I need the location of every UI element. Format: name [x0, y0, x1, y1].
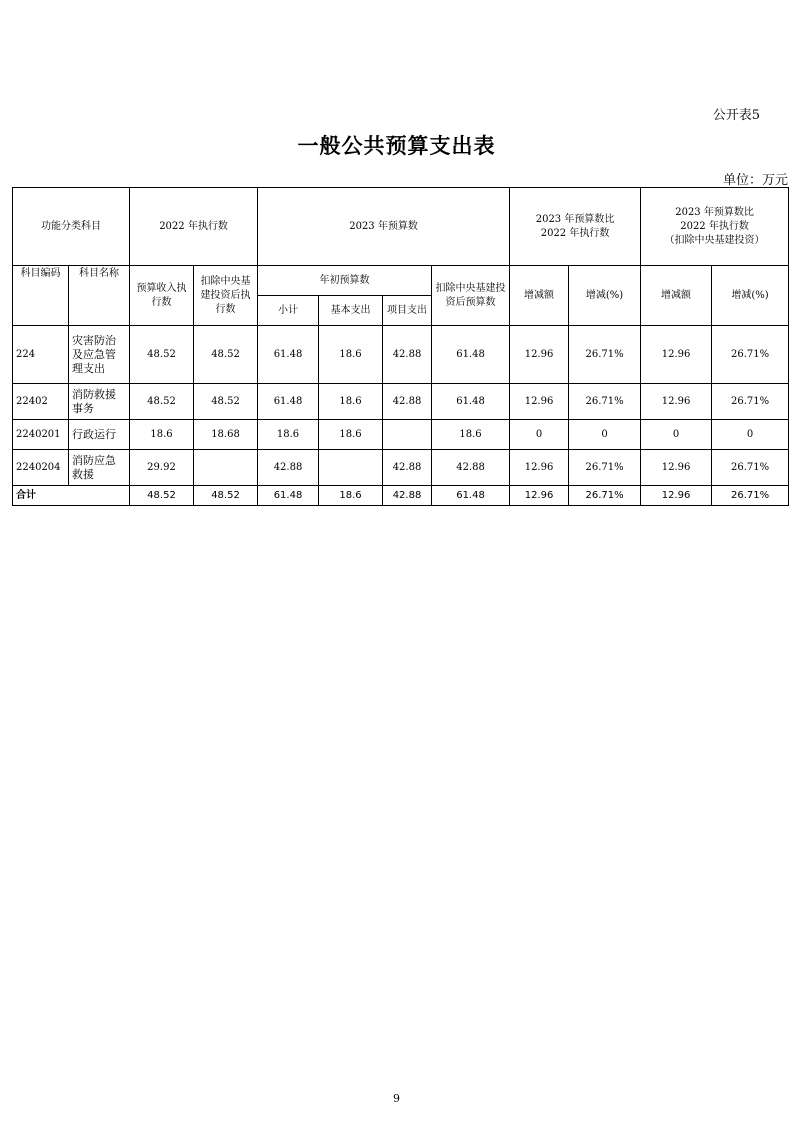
- header-subtotal: 小计: [258, 296, 319, 326]
- row-name: 行政运行: [69, 420, 130, 450]
- table-row: [13, 420, 789, 450]
- total-cell: 61.48: [258, 486, 319, 506]
- header-excl-budget: 扣除中央基建投资后预算数: [432, 266, 510, 326]
- total-cell: 26.71%: [712, 486, 789, 506]
- header-project: 项目支出: [383, 296, 432, 326]
- header-row-1: [13, 188, 789, 266]
- row-cell: 18.6: [319, 326, 383, 384]
- row-cell: 0: [712, 420, 789, 450]
- total-cell: 26.71%: [569, 486, 641, 506]
- header-compare-exec-excl: 2023 年预算数比 2022 年执行数 （扣除中央基建投资）: [641, 188, 789, 266]
- total-row: [13, 486, 789, 506]
- row-code: 22402: [13, 384, 69, 420]
- row-name: 灾害防治及应急管理支出: [69, 326, 130, 384]
- row-cell: 18.6: [258, 420, 319, 450]
- row-cell: 48.52: [130, 326, 194, 384]
- row-code: 2240201: [13, 420, 69, 450]
- row-cell: 12.96: [641, 384, 712, 420]
- row-cell: [383, 420, 432, 450]
- row-cell: 12.96: [641, 450, 712, 486]
- header-inc-amt-2: 增减额: [641, 266, 712, 326]
- table-row: [13, 384, 789, 420]
- total-cell: 48.52: [194, 486, 258, 506]
- header-compare-exec: 2023 年预算数比 2022 年执行数: [510, 188, 641, 266]
- header-excl-exec: 扣除中央基建投资后执行数: [194, 266, 258, 326]
- row-cell: 42.88: [258, 450, 319, 486]
- row-cell: [194, 450, 258, 486]
- total-label: 合计: [13, 486, 130, 506]
- row-name: 消防救援事务: [69, 384, 130, 420]
- header-exec-2022: 2022 年执行数: [130, 188, 258, 266]
- row-cell: 26.71%: [569, 450, 641, 486]
- row-cell: 61.48: [432, 384, 510, 420]
- row-code: 224: [13, 326, 69, 384]
- row-cell: 29.92: [130, 450, 194, 486]
- header-initial-budget: 年初预算数: [258, 266, 432, 296]
- row-cell: 42.88: [383, 384, 432, 420]
- total-cell: 42.88: [383, 486, 432, 506]
- row-cell: 12.96: [510, 450, 569, 486]
- header-budget-income-exec: 预算收入执行数: [130, 266, 194, 326]
- table-row: [13, 326, 789, 384]
- row-cell: 42.88: [383, 450, 432, 486]
- unit-label: 单位：万元: [722, 173, 788, 188]
- row-cell: 26.71%: [712, 326, 789, 384]
- row-cell: 18.6: [319, 420, 383, 450]
- row-cell: 26.71%: [712, 384, 789, 420]
- row-cell: 18.6: [432, 420, 510, 450]
- header-basic: 基本支出: [319, 296, 383, 326]
- page-number: 9: [393, 1092, 400, 1105]
- row-code: 2240204: [13, 450, 69, 486]
- row-cell: 48.52: [130, 384, 194, 420]
- header-inc-pct-2: 增减(%): [712, 266, 789, 326]
- header-budget-2023: 2023 年预算数: [258, 188, 510, 266]
- header-inc-amt: 增减额: [510, 266, 569, 326]
- form-number: 公开表5: [712, 108, 760, 123]
- row-cell: 0: [641, 420, 712, 450]
- total-cell: 48.52: [130, 486, 194, 506]
- row-cell: 26.71%: [569, 326, 641, 384]
- row-cell: 0: [569, 420, 641, 450]
- row-cell: 42.88: [432, 450, 510, 486]
- row-cell: 18.68: [194, 420, 258, 450]
- row-cell: 61.48: [258, 326, 319, 384]
- row-cell: 0: [510, 420, 569, 450]
- total-cell: 18.6: [319, 486, 383, 506]
- total-cell: 61.48: [432, 486, 510, 506]
- header-func-category: 功能分类科目: [13, 188, 130, 266]
- row-cell: 12.96: [510, 384, 569, 420]
- row-cell: 61.48: [258, 384, 319, 420]
- row-cell: [319, 450, 383, 486]
- row-cell: 61.48: [432, 326, 510, 384]
- row-cell: 12.96: [641, 326, 712, 384]
- row-cell: 48.52: [194, 326, 258, 384]
- row-cell: 18.6: [130, 420, 194, 450]
- row-cell: 26.71%: [712, 450, 789, 486]
- header-inc-pct: 增减(%): [569, 266, 641, 326]
- row-cell: 42.88: [383, 326, 432, 384]
- budget-table: [12, 187, 789, 506]
- header-name: 科目名称: [69, 266, 130, 326]
- page-title: 一般公共预算支出表: [297, 133, 496, 158]
- header-row-2: [13, 266, 789, 296]
- header-code: 科目编码: [13, 266, 69, 326]
- row-name: 消防应急救援: [69, 450, 130, 486]
- row-cell: 18.6: [319, 384, 383, 420]
- row-cell: 26.71%: [569, 384, 641, 420]
- row-cell: 48.52: [194, 384, 258, 420]
- total-cell: 12.96: [510, 486, 569, 506]
- table-row: [13, 450, 789, 486]
- total-cell: 12.96: [641, 486, 712, 506]
- row-cell: 12.96: [510, 326, 569, 384]
